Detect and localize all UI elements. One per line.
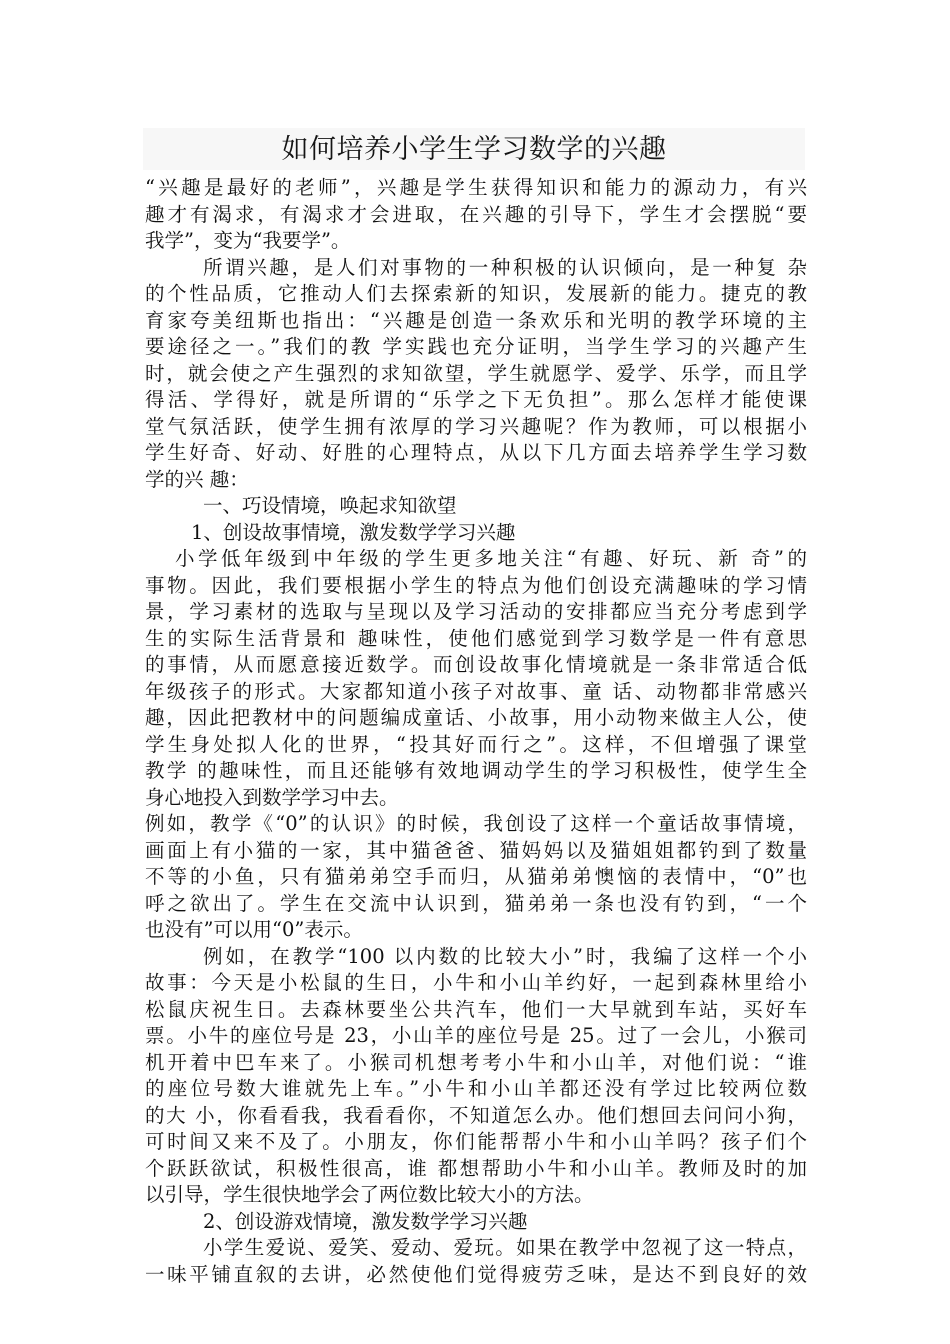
paragraph-line: 呼之欲出了。学生在交流中认识到，猫弟弟一条也没有钓到，“一个 bbox=[145, 891, 807, 915]
paragraph-line: “兴趣是最好的老师”，兴趣是学生获得知识和能力的源动力，有兴 bbox=[145, 176, 807, 199]
document-title: 如何培养小学生学习数学的兴趣 bbox=[281, 134, 667, 165]
paragraph-line: 得活、学得好，就是所谓的“乐学之下无负担”。那么怎样才能使课 bbox=[145, 388, 807, 411]
paragraph-line: 所谓兴趣，是人们对事物的一种积极的认识倾向，是一种复 杂 bbox=[203, 255, 807, 279]
paragraph-line: 的大 小，你看看我，我看看你，不知道怎么办。他们想回去问问小狗， bbox=[145, 1103, 807, 1127]
document-body bbox=[145, 175, 807, 1288]
paragraph-line: 身心地投入到数学学习中去。 bbox=[145, 785, 399, 809]
paragraph-line: 个跃跃欲试，积极性很高，谁 都想帮助小牛和小山羊。教师及时的加 bbox=[145, 1156, 807, 1180]
paragraph-line: 景，学习素材的选取与呈现以及学习活动的安排都应当充分考虑到学 bbox=[145, 600, 807, 623]
paragraph-line: 生的实际生活背景和 趣味性，使他们感觉到学习数学是一件有意思 bbox=[145, 626, 807, 650]
paragraph-line: 小学低年级到中年级的学生更多地关注“有趣、好玩、新 奇”的 bbox=[175, 547, 807, 570]
paragraph-line: 例如，在教学“100 以内数的比较大小”时，我编了这样一个小 bbox=[203, 944, 807, 968]
paragraph-line: 教学 的趣味性，而且还能够有效地调动学生的学习积极性，使学生全 bbox=[145, 759, 807, 782]
paragraph-line: 事物。因此，我们要根据小学生的特点为他们创设充满趣味的学习情 bbox=[145, 573, 807, 597]
paragraph-line: 也没有”可以用“0”表示。 bbox=[145, 918, 363, 941]
paragraph-line: 学生好奇、好动、好胜的心理特点，从以下几方面去培养学生学习数 bbox=[145, 441, 807, 464]
paragraph-line: 的事情，从而愿意接近数学。而创设故事化情境就是一条非常适合低 bbox=[145, 653, 807, 676]
paragraph-line: 以引导，学生很快地学会了两位数比较大小的方法。 bbox=[145, 1183, 594, 1206]
paragraph-line: 可时间又来不及了。小朋友，你们能帮帮小牛和小山羊吗？孩子们个 bbox=[145, 1130, 807, 1153]
paragraph-line: 年级孩子的形式。大家都知道小孩子对故事、童 话、动物都非常感兴 bbox=[145, 679, 807, 703]
paragraph-line: 松鼠庆祝生日。去森林要坐公共汽车，他们一大早就到车站，买好车 bbox=[145, 997, 807, 1021]
paragraph-line: 一味平铺直叙的去讲，必然使他们觉得疲劳乏味，是达不到良好的效 bbox=[145, 1262, 807, 1286]
paragraph-line: 我学”，变为“我要学”。 bbox=[145, 229, 351, 252]
paragraph-line: 趣才有渴求，有渴求才会进取，在兴趣的引导下，学生才会摆脱“要 bbox=[145, 202, 807, 226]
paragraph-line: 故事：今天是小松鼠的生日，小牛和小山羊约好，一起到森林里给小 bbox=[145, 971, 807, 994]
paragraph-line: 的个性品质，它推动人们去探索新的知识，发展新的能力。捷克的教 bbox=[145, 282, 807, 305]
section-heading: 一、巧设情境，唤起求知欲望 bbox=[203, 494, 457, 517]
paragraph-line: 堂气氛活跃，使学生拥有浓厚的学习兴趣呢？作为教师，可以根据小 bbox=[145, 414, 807, 438]
paragraph-line: 不等的小鱼，只有猫弟弟空手而归，从猫弟弟懊恼的表情中，“0”也 bbox=[145, 865, 807, 888]
paragraph-line: 画面上有小猫的一家，其中猫爸爸、猫妈妈以及猫姐姐都钓到了数量 bbox=[145, 838, 807, 862]
paragraph-line: 机开着中巴车来了。小猴司机想考考小牛和小山羊，对他们说：“谁 bbox=[145, 1050, 807, 1074]
paragraph-line: 育家夸美纽斯也指出：“兴趣是创造一条欢乐和光明的教学环境的主 bbox=[145, 308, 807, 332]
paragraph-line: 学的兴 趣： bbox=[145, 467, 249, 491]
paragraph-line: 例如，教学《“0”的认识》的时候，我创设了这样一个童话故事情境， bbox=[145, 812, 807, 835]
paragraph-line: 要途径之一。”我们的教 学实践也充分证明，当学生学习的兴趣产生 bbox=[145, 335, 807, 358]
paragraph-line: 票。小牛的座位号是 23，小山羊的座位号是 25。过了一会儿，小猴司 bbox=[145, 1024, 807, 1047]
paragraph-line: 趣，因此把教材中的问题编成童话、小故事，用小动物来做主人公，使 bbox=[145, 706, 807, 729]
subsection-heading: 1、创设故事情境，激发数学学习兴趣 bbox=[191, 520, 516, 544]
subsection-heading: 2、创设游戏情境，激发数学学习兴趣 bbox=[203, 1209, 528, 1233]
paragraph-line: 时，就会使之产生强烈的求知欲望，学生就愿学、爱学、乐学，而且学 bbox=[145, 361, 807, 385]
paragraph-line: 小学生爱说、爱笑、爱动、爱玩。如果在教学中忽视了这一特点， bbox=[203, 1236, 807, 1259]
paragraph-line: 学生身处拟人化的世界，“投其好而行之”。这样，不但增强了课堂 bbox=[145, 732, 807, 756]
paragraph-line: 的座位号数大谁就先上车。”小牛和小山羊都还没有学过比较两位数 bbox=[145, 1077, 807, 1100]
